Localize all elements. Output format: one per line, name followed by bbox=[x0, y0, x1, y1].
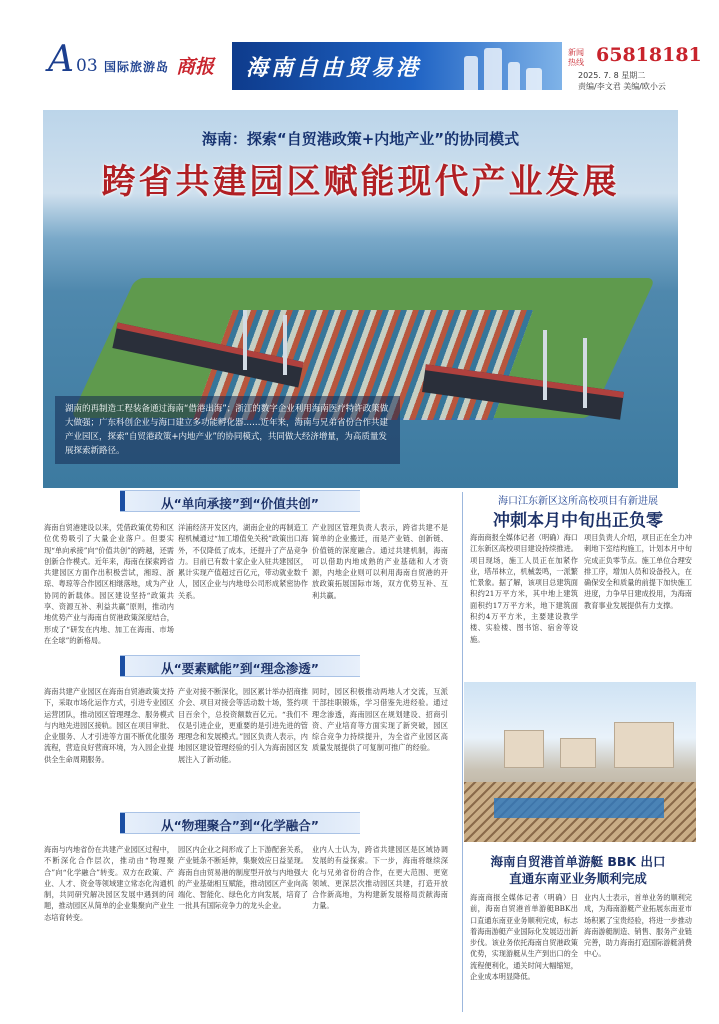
hero-subtitle: 海南：探索“自贸港政策+内地产业”的协同模式 bbox=[201, 130, 520, 148]
crane bbox=[583, 338, 587, 408]
right-kicker: 海口江东新区这所高校项目有新进展 bbox=[498, 496, 658, 507]
section-title: 从“要素赋能”到“理念渗透” bbox=[161, 661, 319, 676]
article-column: 海南自贸港建设以来，凭借政策优势和区位优势吸引了大量企业落户。但要实现“单向承接”向“价值共创”的跨越，还需创新合作模式。近年来，海南在探索跨省共建园区方面作出积极尝试，湘琼、浙琼、粤琼等合作园区相继落地，成为产业协同的新载体。园区建设坚持“政策共享、资源互补、利益共赢”原则，推动内地优势产业与海南自贸港政策深度结合，形成了“研发在内地、加工在海南、市场在全球”的新格局。 bbox=[44, 523, 174, 645]
hotline-number: 65818181 bbox=[596, 44, 702, 66]
article-column: 海南商报全媒体记者（明确）日前，海南自贸港首单游艇BBK出口直通东南亚业务顺利完成，标志着海南游艇产业国际化发展迈出新步伐。该业务依托海南自贸港政策优势，实现游艇从生产到出口的全流程便利化，通关时间大幅缩短，企业成本明显降低。 bbox=[470, 893, 578, 982]
tower-graphic bbox=[526, 68, 542, 90]
right-headline-2a: 海南自贸港首单游艇 BBK 出口 bbox=[490, 854, 666, 869]
article-column: 业内人士表示，首单业务的顺利完成，为海南游艇产业拓展东南亚市场积累了宝贵经验，将进一步推动海南游艇制造、销售、服务产业链完善，助力海南打造国际游艇消费中心。 bbox=[584, 893, 692, 959]
photo-building bbox=[560, 738, 596, 768]
hero-title: 跨省共建园区赋能现代产业发展 bbox=[101, 162, 620, 202]
construction-photo bbox=[464, 682, 696, 842]
banner bbox=[232, 42, 562, 90]
article-column: 同时，园区积极推动两地人才交流，互派干部挂职锻炼，学习借鉴先进经验。通过理念渗透，海南园区在规划建设、招商引资、产业培育等方面实现了新突破，园区综合竞争力持续提升，为全省产业园区高质量发展提供了可复制可推广的经验。 bbox=[312, 687, 448, 753]
article-column: 海南与内地省份在共建产业园区过程中，不断深化合作层次，推动由“物理聚合”向“化学融合”转变。双方在政策、产业、人才、资金等领域建立常态化沟通机制，共同研究解决园区发展中遇到的问题，推动园区从简单的企业集聚向产业生态培育转变。 bbox=[44, 845, 174, 922]
article-column: 产业对接不断深化，园区累计举办招商推介会、项目对接会等活动数十场，签约项目百余个，总投资额数百亿元。“我们不仅是引进企业，更重要的是引进先进的管理理念和发展模式。”园区负责人表示，内地园区建设管理经验的引入为海南园区发展注入了新动能。 bbox=[178, 687, 308, 764]
crane bbox=[543, 330, 547, 400]
section-bar bbox=[120, 655, 360, 677]
article-column: 项目负责人介绍，项目正在全力冲刺地下室结构施工，计划本月中旬完成正负零节点。施工单位合理安排工序，增加人员和设备投入，在确保安全和质量的前提下加快施工进度，力争早日建成投用，为海南教育事业发展提供有力支撑。 bbox=[584, 533, 692, 610]
article-column: 海南共建产业园区在海南自贸港政策支持下，采取市场化运作方式，引进专业园区运营团队，推动园区管理理念、服务模式与内地先进园区接轨。园区在项目审批、企业服务、人才引进等方面不断优化服务流程，营造良好营商环境，为入园企业提供全生命周期服务。 bbox=[44, 687, 174, 764]
page-letter: A bbox=[48, 39, 74, 80]
section-title: 从“物理聚合”到“化学融合” bbox=[161, 818, 319, 833]
section-title: 从“单向承接”到“价值共创” bbox=[161, 496, 319, 511]
page-number bbox=[48, 39, 98, 80]
tower-graphic bbox=[484, 48, 502, 90]
article-column: 园区内企业之间形成了上下游配套关系，产业链条不断延伸，集聚效应日益显现。海南自由贸易港的制度型开放与内地强大的产业基础相互赋能，推动园区产业向高端化、智能化、绿色化方向发展，培育了一批具有国际竞争力的龙头企业。 bbox=[178, 845, 308, 911]
photo-building bbox=[614, 722, 674, 768]
hero-photo bbox=[43, 110, 678, 488]
right-headline: 冲刺本月中旬出正负零 bbox=[493, 511, 663, 531]
section-bar bbox=[120, 812, 360, 834]
masthead bbox=[0, 0, 719, 110]
crane bbox=[243, 310, 247, 370]
article-column: 海南商报全媒体记者（明确）海口江东新区高校项目建设持续推进。项目现场，施工人员正在加紧作业，塔吊林立，机械轰鸣，一派繁忙景象。据了解，该项目总建筑面积约21万平方米，其中地上建筑面积约17万平方米，地下建筑面积约4万平方米，主要建设教学楼、实验楼、图书馆、宿舍等设施。 bbox=[470, 533, 578, 644]
tower-graphic bbox=[464, 56, 478, 90]
right-headline-2b: 直通东南亚业务顺利完成 bbox=[509, 871, 647, 886]
issue-meta bbox=[578, 70, 666, 92]
page-digits: 03 bbox=[76, 56, 98, 76]
brand-logo: 商报 bbox=[176, 56, 215, 78]
tower-graphic bbox=[508, 62, 520, 90]
hotline-label: 新闻热线 bbox=[568, 48, 584, 67]
issue-date: 2025. 7. 8 星期二 bbox=[578, 71, 646, 80]
section-bar bbox=[120, 490, 360, 512]
article-column: 洋浦经济开发区内，湖南企业的再制造工程机械通过“加工增值免关税”政策出口海外，不仅降低了成本，还提升了产品竞争力。目前已有数十家企业入驻共建园区，累计实现产值超过百亿元，带动就业数千人，园区企业与内地母公司形成紧密协作关系。 bbox=[178, 523, 308, 600]
photo-building bbox=[504, 730, 544, 768]
crane bbox=[283, 315, 287, 375]
issue-editors: 责编/李文君 美编/欧小云 bbox=[578, 82, 666, 91]
section-name: 国际旅游岛 bbox=[104, 60, 170, 74]
photo-shade bbox=[494, 798, 664, 818]
banner-title: 海南自由贸易港 bbox=[246, 55, 422, 81]
article-column: 业内人士认为，跨省共建园区是区域协调发展的有益探索。下一步，海南将继续深化与兄弟省份的合作，在更大范围、更宽领域、更深层次推动园区共建，打造开放合作新高地，为构建新发展格局贡献海南力量。 bbox=[312, 845, 448, 911]
article-column: 产业园区管理负责人表示，跨省共建不是简单的企业搬迁，而是产业链、创新链、价值链的深度融合。通过共建机制，海南可以借助内地成熟的产业基础和人才资源，内地企业则可以利用海南自贸港的开放政策拓展国际市场，双方优势互补、互利共赢。 bbox=[312, 523, 448, 600]
hero-caption: 湖南的再制造工程装备通过海南“借港出海”；浙江的数字企业利用海南医疗特许政策做大做强；广东科创企业与海口建立多功能孵化器……近年来，海南与兄弟省份合作共建产业园区，探索“自贸港政策+内地产业”的协同模式，共同做大经济增量，为高质量发展探索新路径。 bbox=[55, 396, 400, 464]
